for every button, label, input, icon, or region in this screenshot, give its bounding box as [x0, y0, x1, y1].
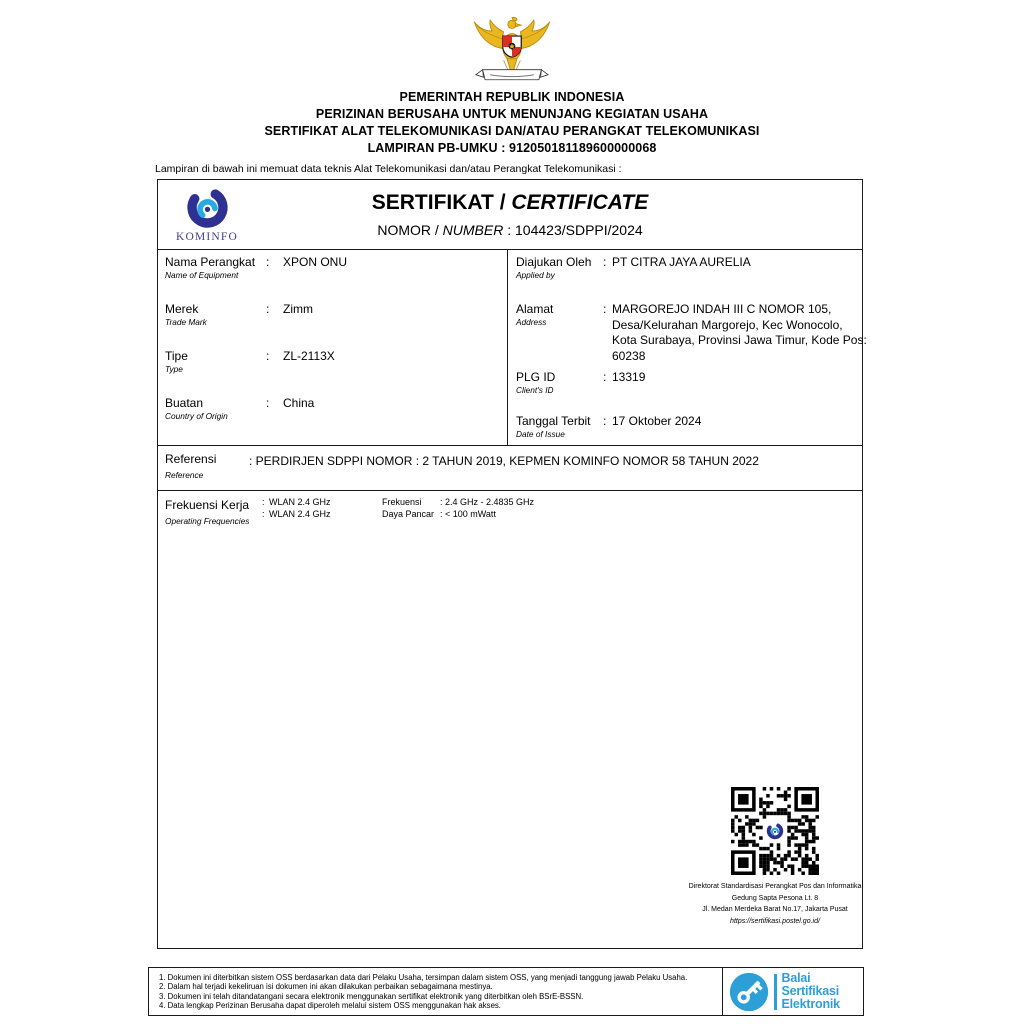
field-alamat: Alamat Address : MARGOREJO INDAH III C NOMOR 105, Desa/Kelurahan Margorejo, Kec Wonocolo, Kota Surabaya, Provinsi Jawa Timur, Kode Pos: 60238: [516, 302, 867, 363]
referensi-section: [158, 446, 862, 491]
certificate-box: [157, 179, 867, 949]
detail-value: : 2.4 GHz - 2.4835 GHz: [440, 497, 535, 507]
frekuensi-section: [158, 491, 862, 938]
band-row: : WLAN 2.4 GHz: [262, 508, 331, 519]
frekuensi-label: Frekuensi Kerja: [165, 498, 250, 512]
field-label-wrap: Tipe Type: [165, 349, 188, 374]
detail-label: Frekuensi: [382, 497, 422, 507]
bsre-logo: [722, 968, 863, 1015]
referensi-value: : PERDIRJEN SDPPI NOMOR : 2 TAHUN 2019, KEPMEN KOMINFO NOMOR 58 TAHUN 2022: [249, 454, 759, 468]
header-line-1: PEMERINTAH REPUBLIK INDONESIA: [399, 90, 625, 104]
field-label-wrap: PLG ID Client's ID: [516, 370, 556, 395]
applicant-column: [508, 250, 867, 445]
field-plg-id: PLG ID Client's ID : 13319: [516, 370, 646, 395]
frekuensi-bands: [262, 497, 331, 520]
field-label-wrap: Alamat Address: [516, 302, 554, 327]
header-line-4: LAMPIRAN PB-UMKU : 912050181189600000068: [367, 141, 657, 155]
certificate-number-value: : 104423/SDPPI/2024: [503, 222, 643, 238]
issuer-address: [687, 881, 863, 927]
garuda-pancasila-icon: [470, 5, 554, 83]
device-details-section: [158, 250, 867, 446]
bsre-logo-label: Balai Sertifikasi Elektronik: [781, 971, 840, 1011]
field-tipe: Tipe Type : ZL-2113X: [165, 349, 335, 374]
frekuensi-label-wrap: [165, 498, 249, 526]
certificate-number: [158, 222, 862, 238]
footer-notes: [159, 973, 719, 1011]
bsre-divider: [774, 974, 777, 1010]
field-label-wrap: Diajukan Oleh Applied by: [516, 255, 592, 280]
detail-label: Daya Pancar: [382, 508, 435, 519]
referensi-label-wrap: [165, 452, 216, 480]
frekuensi-details: [382, 497, 534, 520]
footer-note: 1. Dokumen ini diterbitkan sistem OSS berdasarkan data dari Pelaku Usaha, tersimpan dalam sistem OSS, yang menjadi tanggung jawab Pelaku Usaha.: [159, 972, 688, 982]
certificate-title-id: SERTIFIKAT /: [371, 191, 512, 214]
issuer-website: https://sertifikasi.postel.go.id/: [730, 917, 820, 925]
issuer-address-line: Direktorat Standardisasi Perangkat Pos dan Informatika: [688, 883, 862, 890]
footer-note: 2. Dalam hal terjadi kekeliruan isi dokumen ini akan dilakukan perbaikan sebagaimana mestinya.: [159, 982, 493, 992]
qr-block: [687, 787, 863, 927]
field-buatan: Buatan Country of Origin : China: [165, 396, 315, 421]
field-merek: Merek Trade Mark : Zimm: [165, 302, 313, 327]
footer-box: [148, 967, 864, 1016]
kominfo-logo: [170, 185, 244, 243]
frekuensi-sublabel: Operating Frequencies: [165, 516, 250, 526]
field-tanggal-terbit: Tanggal Terbit Date of Issue : 17 Oktober 2024: [516, 414, 702, 439]
qr-code: [687, 787, 863, 875]
intro-text: Lampiran di bawah ini memuat data teknis Alat Telekomunikasi dan/atau Perangkat Telekomunikasi :: [155, 163, 622, 175]
referensi-label: Referensi: [165, 452, 217, 466]
field-label-wrap: Merek Trade Mark: [165, 302, 207, 327]
kominfo-swirl-icon: [185, 185, 230, 230]
header-line-2: PERIZINAN BERUSAHA UNTUK MENUNJANG KEGIATAN USAHA: [315, 107, 709, 121]
bsre-key-icon: [729, 972, 769, 1012]
field-label-wrap: Nama Perangkat Name of Equipment: [165, 255, 256, 280]
footer-note: 3. Dokumen ini telah ditandatangani secara elektronik menggunakan sertifikat elektronik yang diterbitkan oleh BSrE-BSSN.: [159, 991, 584, 1001]
field-nama-perangkat: Nama Perangkat Name of Equipment : XPON ONU: [165, 255, 348, 280]
issuer-address-line: Gedung Sapta Pesona Lt. 8: [731, 894, 819, 902]
certificate-title: [158, 180, 862, 215]
detail-value: : < 100 mWatt: [440, 508, 496, 519]
footer-note: 4. Data lengkap Perizinan Berusaha dapat diperoleh melalui sistem OSS menggunakan hak akses.: [159, 1001, 501, 1011]
field-label-wrap: Buatan Country of Origin: [165, 396, 228, 421]
field-label-wrap: Tanggal Terbit Date of Issue: [516, 414, 591, 439]
header-line-3: SERTIFIKAT ALAT TELEKOMUNIKASI DAN/ATAU PERANGKAT TELEKOMUNIKASI: [264, 124, 760, 138]
document-header: [0, 89, 1024, 157]
certificate-title-section: [158, 180, 862, 250]
certificate-title-en: CERTIFICATE: [511, 191, 649, 214]
field-diajukan-oleh: Diajukan Oleh Applied by : PT CITRA JAYA AURELIA: [516, 255, 751, 280]
band-row: : WLAN 2.4 GHz: [262, 497, 331, 507]
issuer-address-line: Jl. Medan Merdeka Barat No.17, Jakarta Pusat: [702, 906, 848, 913]
kominfo-logo-label: KOMINFO: [175, 231, 239, 243]
referensi-sublabel: Reference: [165, 470, 204, 480]
device-column: [158, 250, 508, 445]
certificate-number-prefix-en: NUMBER: [442, 222, 504, 238]
certificate-number-prefix: NOMOR /: [377, 222, 443, 238]
